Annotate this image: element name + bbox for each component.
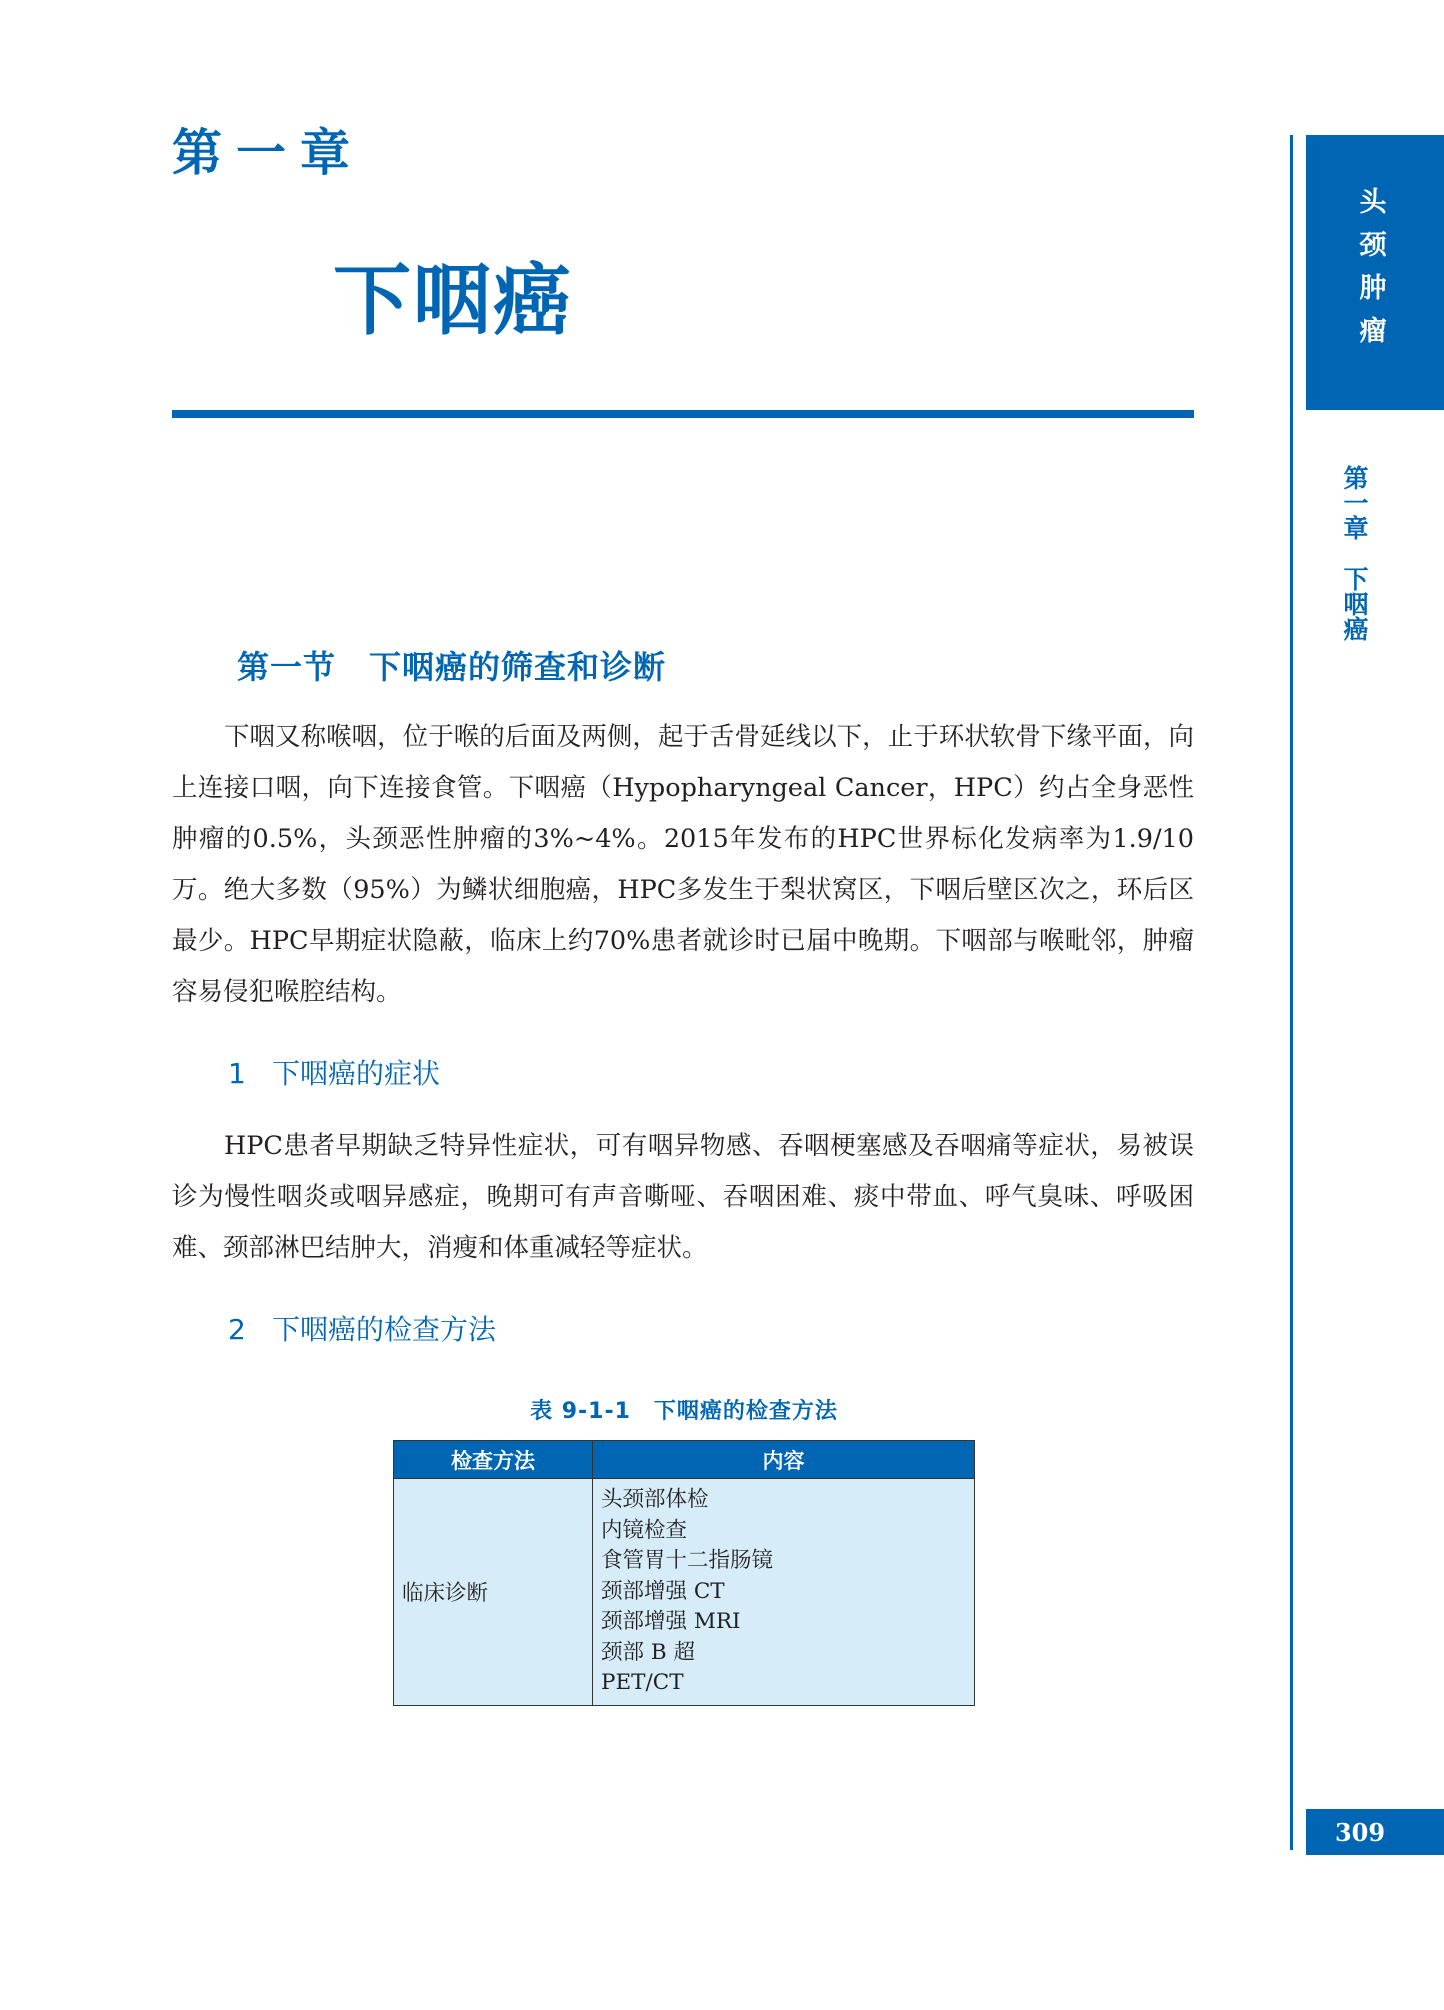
side-category-label: 头颈肿瘤: [1354, 186, 1386, 359]
subsection-title: 下咽癌的检查方法: [272, 1313, 497, 1346]
content-item: 颈部增强 CT: [601, 1578, 725, 1604]
chapter-title: 下咽癌: [333, 256, 574, 346]
subsection-number: 2: [228, 1313, 246, 1346]
table-row: [394, 1479, 975, 1706]
side-margin-line: [1290, 135, 1293, 1850]
method-cell: 临床诊断: [394, 1479, 593, 1706]
subsection-title: 下咽癌的症状: [272, 1057, 441, 1090]
section-title: 第一节 下咽癌的筛查和诊断: [237, 648, 667, 686]
subsection-number: 1: [228, 1057, 246, 1090]
column-header-method: 检查方法: [394, 1441, 593, 1479]
content-item: 头颈部体检: [601, 1487, 709, 1512]
content-item: 颈部增强 MRI: [601, 1609, 741, 1634]
title-divider: [172, 410, 1194, 418]
exam-methods-table: [393, 1440, 975, 1706]
subsection-heading-symptoms: [228, 1052, 440, 1092]
symptoms-paragraph: HPC患者早期缺乏特异性症状，可有咽异物感、吞咽梗塞感及吞咽痛等症状，易被误诊为慢性咽炎或咽异感症，晚期可有声音嘶哑、吞咽困难、痰中带血、呼气臭味、呼吸困难、颈部淋巴结肿大，消瘦和体重减轻等症状。: [172, 1131, 1194, 1263]
content-item: 内镜检查: [601, 1517, 688, 1543]
side-category-tab: [1306, 135, 1444, 410]
content-cell: [593, 1479, 975, 1706]
content-item: 食管胃十二指肠镜: [601, 1548, 774, 1573]
page-number-box: [1306, 1809, 1444, 1855]
side-chapter-name: 下咽癌: [1340, 566, 1369, 641]
subsection-heading-exam-methods: [228, 1308, 496, 1348]
side-running-header: [1342, 465, 1367, 641]
page-number: 309: [1334, 1817, 1386, 1847]
table-caption: 表 9-1-1 下咽癌的检查方法: [530, 1399, 838, 1424]
content-item: PET/CT: [601, 1670, 684, 1695]
table-header-row: [394, 1441, 975, 1479]
intro-paragraph: 下咽又称喉咽，位于喉的后面及两侧，起于舌骨延线以下，止于环状软骨下缘平面，向上连接口咽，向下连接食管。下咽癌（Hypopharyngeal Cancer，HPC）约占全身恶性肿瘤的0.5%，头颈恶性肿瘤的3%~4%。2015年发布的HPC世界标化发病率为1.9/10万。绝大多数（95%）为鳞状细胞癌，HPC多发生于梨状窝区，下咽后壁区次之，环后区最少。HPC早期症状隐蔽，临床上约70%患者就诊时已届中晚期。下咽部与喉毗邻，肿瘤容易侵犯喉腔结构。: [172, 722, 1194, 1007]
content-item: 颈部 B 超: [601, 1639, 695, 1665]
side-chapter-prefix: 第一章: [1340, 465, 1369, 540]
column-header-content: 内容: [593, 1441, 975, 1479]
chapter-label: 第一章: [172, 124, 364, 182]
